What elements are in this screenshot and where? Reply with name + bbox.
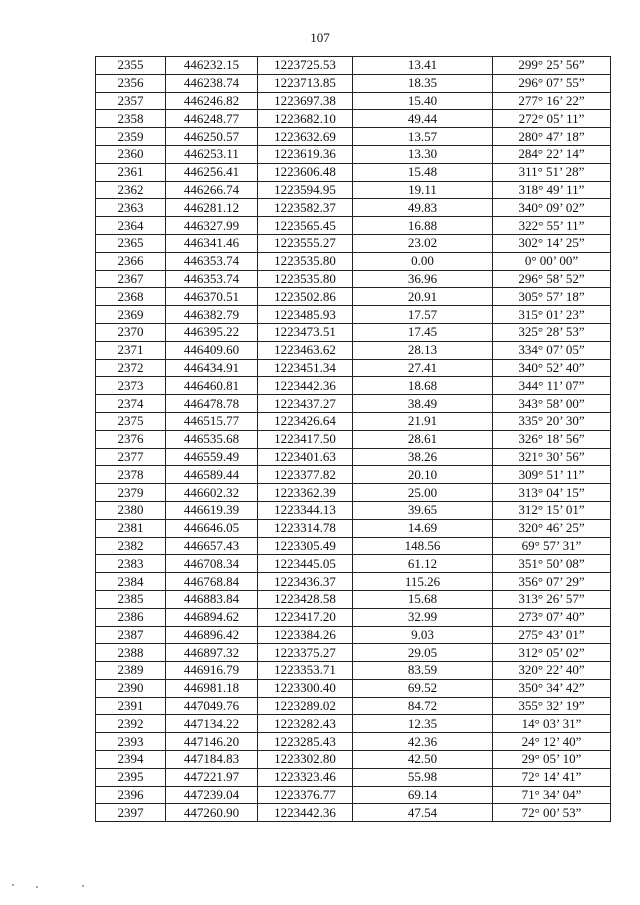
bearing-cell: 309° 51’ 11”: [493, 466, 611, 484]
x-coordinate-cell: 446353.74: [166, 252, 258, 270]
distance-cell: 28.61: [353, 430, 493, 448]
table-row: [96, 412, 611, 430]
survey-coordinates-table: [95, 56, 611, 822]
table-row: [96, 644, 611, 662]
distance-cell: 12.35: [353, 715, 493, 733]
distance-cell: 13.41: [353, 57, 493, 75]
distance-cell: 17.57: [353, 306, 493, 324]
table-row: [96, 323, 611, 341]
y-coordinate-cell: 1223451.34: [258, 359, 353, 377]
table-row: [96, 555, 611, 573]
table-row: [96, 145, 611, 163]
y-coordinate-cell: 1223725.53: [258, 57, 353, 75]
distance-cell: 49.44: [353, 110, 493, 128]
table-row: [96, 128, 611, 146]
bearing-cell: 344° 11’ 07”: [493, 377, 611, 395]
distance-cell: 84.72: [353, 697, 493, 715]
distance-cell: 19.11: [353, 181, 493, 199]
y-coordinate-cell: 1223565.45: [258, 217, 353, 235]
bearing-cell: 312° 05’ 02”: [493, 644, 611, 662]
table-row: [96, 359, 611, 377]
x-coordinate-cell: 446883.84: [166, 590, 258, 608]
x-coordinate-cell: 446256.41: [166, 163, 258, 181]
distance-cell: 20.10: [353, 466, 493, 484]
scan-speck: [36, 886, 38, 888]
distance-cell: 32.99: [353, 608, 493, 626]
point-number-cell: 2360: [96, 145, 166, 163]
y-coordinate-cell: 1223305.49: [258, 537, 353, 555]
point-number-cell: 2369: [96, 306, 166, 324]
y-coordinate-cell: 1223300.40: [258, 679, 353, 697]
table-row: [96, 92, 611, 110]
x-coordinate-cell: 446382.79: [166, 306, 258, 324]
distance-cell: 18.35: [353, 74, 493, 92]
table-row: [96, 501, 611, 519]
point-number-cell: 2357: [96, 92, 166, 110]
x-coordinate-cell: 447184.83: [166, 751, 258, 769]
y-coordinate-cell: 1223314.78: [258, 519, 353, 537]
point-number-cell: 2382: [96, 537, 166, 555]
bearing-cell: 305° 57’ 18”: [493, 288, 611, 306]
x-coordinate-cell: 447221.97: [166, 768, 258, 786]
point-number-cell: 2391: [96, 697, 166, 715]
bearing-cell: 29° 05’ 10”: [493, 751, 611, 769]
point-number-cell: 2383: [96, 555, 166, 573]
table-row: [96, 484, 611, 502]
point-number-cell: 2368: [96, 288, 166, 306]
bearing-cell: 334° 07’ 05”: [493, 341, 611, 359]
x-coordinate-cell: 446768.84: [166, 573, 258, 591]
point-number-cell: 2373: [96, 377, 166, 395]
table-row: [96, 377, 611, 395]
point-number-cell: 2356: [96, 74, 166, 92]
scan-speck: [82, 885, 84, 887]
x-coordinate-cell: 447049.76: [166, 697, 258, 715]
table-row: [96, 679, 611, 697]
y-coordinate-cell: 1223323.46: [258, 768, 353, 786]
point-number-cell: 2389: [96, 662, 166, 680]
table-row: [96, 217, 611, 235]
bearing-cell: 315° 01’ 23”: [493, 306, 611, 324]
distance-cell: 83.59: [353, 662, 493, 680]
x-coordinate-cell: 446460.81: [166, 377, 258, 395]
table-body: [96, 57, 611, 822]
y-coordinate-cell: 1223606.48: [258, 163, 353, 181]
distance-cell: 42.50: [353, 751, 493, 769]
point-number-cell: 2394: [96, 751, 166, 769]
distance-cell: 25.00: [353, 484, 493, 502]
distance-cell: 20.91: [353, 288, 493, 306]
point-number-cell: 2396: [96, 786, 166, 804]
x-coordinate-cell: 446619.39: [166, 501, 258, 519]
point-number-cell: 2366: [96, 252, 166, 270]
y-coordinate-cell: 1223582.37: [258, 199, 353, 217]
x-coordinate-cell: 446589.44: [166, 466, 258, 484]
distance-cell: 39.65: [353, 501, 493, 519]
x-coordinate-cell: 446248.77: [166, 110, 258, 128]
page-number: 107: [310, 30, 330, 45]
table-row: [96, 751, 611, 769]
point-number-cell: 2370: [96, 323, 166, 341]
x-coordinate-cell: 446535.68: [166, 430, 258, 448]
bearing-cell: 272° 05’ 11”: [493, 110, 611, 128]
x-coordinate-cell: 446327.99: [166, 217, 258, 235]
distance-cell: 17.45: [353, 323, 493, 341]
x-coordinate-cell: 447146.20: [166, 733, 258, 751]
bearing-cell: 296° 58’ 52”: [493, 270, 611, 288]
point-number-cell: 2379: [96, 484, 166, 502]
distance-cell: 16.88: [353, 217, 493, 235]
bearing-cell: 296° 07’ 55”: [493, 74, 611, 92]
table-row: [96, 110, 611, 128]
x-coordinate-cell: 446602.32: [166, 484, 258, 502]
distance-cell: 15.68: [353, 590, 493, 608]
bearing-cell: 326° 18’ 56”: [493, 430, 611, 448]
distance-cell: 36.96: [353, 270, 493, 288]
x-coordinate-cell: 446250.57: [166, 128, 258, 146]
x-coordinate-cell: 447260.90: [166, 804, 258, 822]
table-row: [96, 252, 611, 270]
point-number-cell: 2397: [96, 804, 166, 822]
bearing-cell: 356° 07’ 29”: [493, 573, 611, 591]
y-coordinate-cell: 1223442.36: [258, 377, 353, 395]
y-coordinate-cell: 1223376.77: [258, 786, 353, 804]
table-row: [96, 466, 611, 484]
point-number-cell: 2371: [96, 341, 166, 359]
bearing-cell: 322° 55’ 11”: [493, 217, 611, 235]
bearing-cell: 280° 47’ 18”: [493, 128, 611, 146]
table-row: [96, 395, 611, 413]
x-coordinate-cell: 446232.15: [166, 57, 258, 75]
y-coordinate-cell: 1223713.85: [258, 74, 353, 92]
bearing-cell: 299° 25’ 56”: [493, 57, 611, 75]
x-coordinate-cell: 446897.32: [166, 644, 258, 662]
y-coordinate-cell: 1223463.62: [258, 341, 353, 359]
distance-cell: 28.13: [353, 341, 493, 359]
point-number-cell: 2365: [96, 234, 166, 252]
y-coordinate-cell: 1223473.51: [258, 323, 353, 341]
y-coordinate-cell: 1223362.39: [258, 484, 353, 502]
y-coordinate-cell: 1223535.80: [258, 270, 353, 288]
x-coordinate-cell: 446657.43: [166, 537, 258, 555]
y-coordinate-cell: 1223442.36: [258, 804, 353, 822]
x-coordinate-cell: 446353.74: [166, 270, 258, 288]
y-coordinate-cell: 1223285.43: [258, 733, 353, 751]
y-coordinate-cell: 1223437.27: [258, 395, 353, 413]
bearing-cell: 343° 58’ 00”: [493, 395, 611, 413]
y-coordinate-cell: 1223384.26: [258, 626, 353, 644]
bearing-cell: 72° 14’ 41”: [493, 768, 611, 786]
x-coordinate-cell: 446281.12: [166, 199, 258, 217]
bearing-cell: 313° 04’ 15”: [493, 484, 611, 502]
table-row: [96, 448, 611, 466]
y-coordinate-cell: 1223428.58: [258, 590, 353, 608]
table-row: [96, 733, 611, 751]
y-coordinate-cell: 1223632.69: [258, 128, 353, 146]
bearing-cell: 318° 49’ 11”: [493, 181, 611, 199]
x-coordinate-cell: 446478.78: [166, 395, 258, 413]
distance-cell: 15.40: [353, 92, 493, 110]
distance-cell: 115.26: [353, 573, 493, 591]
bearing-cell: 277° 16’ 22”: [493, 92, 611, 110]
x-coordinate-cell: 446238.74: [166, 74, 258, 92]
distance-cell: 13.30: [353, 145, 493, 163]
table-row: [96, 590, 611, 608]
bearing-cell: 320° 46’ 25”: [493, 519, 611, 537]
point-number-cell: 2380: [96, 501, 166, 519]
bearing-cell: 302° 14’ 25”: [493, 234, 611, 252]
x-coordinate-cell: 446246.82: [166, 92, 258, 110]
y-coordinate-cell: 1223682.10: [258, 110, 353, 128]
distance-cell: 69.52: [353, 679, 493, 697]
x-coordinate-cell: 446434.91: [166, 359, 258, 377]
point-number-cell: 2385: [96, 590, 166, 608]
y-coordinate-cell: 1223555.27: [258, 234, 353, 252]
x-coordinate-cell: 446894.62: [166, 608, 258, 626]
x-coordinate-cell: 446266.74: [166, 181, 258, 199]
x-coordinate-cell: 447239.04: [166, 786, 258, 804]
x-coordinate-cell: 446708.34: [166, 555, 258, 573]
table-row: [96, 163, 611, 181]
table-row: [96, 181, 611, 199]
bearing-cell: 275° 43’ 01”: [493, 626, 611, 644]
table-row: [96, 199, 611, 217]
distance-cell: 14.69: [353, 519, 493, 537]
y-coordinate-cell: 1223594.95: [258, 181, 353, 199]
point-number-cell: 2381: [96, 519, 166, 537]
distance-cell: 9.03: [353, 626, 493, 644]
bearing-cell: 311° 51’ 28”: [493, 163, 611, 181]
distance-cell: 27.41: [353, 359, 493, 377]
distance-cell: 29.05: [353, 644, 493, 662]
distance-cell: 13.57: [353, 128, 493, 146]
y-coordinate-cell: 1223619.36: [258, 145, 353, 163]
distance-cell: 18.68: [353, 377, 493, 395]
point-number-cell: 2388: [96, 644, 166, 662]
point-number-cell: 2362: [96, 181, 166, 199]
bearing-cell: 340° 52’ 40”: [493, 359, 611, 377]
y-coordinate-cell: 1223535.80: [258, 252, 353, 270]
point-number-cell: 2359: [96, 128, 166, 146]
table-row: [96, 626, 611, 644]
y-coordinate-cell: 1223302.80: [258, 751, 353, 769]
table-row: [96, 74, 611, 92]
distance-cell: 38.49: [353, 395, 493, 413]
table-row: [96, 715, 611, 733]
x-coordinate-cell: 446370.51: [166, 288, 258, 306]
bearing-cell: 14° 03’ 31”: [493, 715, 611, 733]
bearing-cell: 335° 20’ 30”: [493, 412, 611, 430]
table-row: [96, 768, 611, 786]
distance-cell: 15.48: [353, 163, 493, 181]
x-coordinate-cell: 446341.46: [166, 234, 258, 252]
table-row: [96, 430, 611, 448]
point-number-cell: 2361: [96, 163, 166, 181]
bearing-cell: 313° 26’ 57”: [493, 590, 611, 608]
point-number-cell: 2358: [96, 110, 166, 128]
x-coordinate-cell: 446253.11: [166, 145, 258, 163]
bearing-cell: 24° 12’ 40”: [493, 733, 611, 751]
table-row: [96, 234, 611, 252]
x-coordinate-cell: 446916.79: [166, 662, 258, 680]
table-row: [96, 288, 611, 306]
distance-cell: 38.26: [353, 448, 493, 466]
distance-cell: 69.14: [353, 786, 493, 804]
table-row: [96, 608, 611, 626]
table-row: [96, 306, 611, 324]
point-number-cell: 2374: [96, 395, 166, 413]
bearing-cell: 350° 34’ 42”: [493, 679, 611, 697]
scan-speck: [12, 884, 14, 886]
point-number-cell: 2378: [96, 466, 166, 484]
point-number-cell: 2386: [96, 608, 166, 626]
point-number-cell: 2392: [96, 715, 166, 733]
point-number-cell: 2367: [96, 270, 166, 288]
distance-cell: 21.91: [353, 412, 493, 430]
y-coordinate-cell: 1223401.63: [258, 448, 353, 466]
x-coordinate-cell: 446559.49: [166, 448, 258, 466]
distance-cell: 0.00: [353, 252, 493, 270]
table-row: [96, 804, 611, 822]
y-coordinate-cell: 1223353.71: [258, 662, 353, 680]
distance-cell: 55.98: [353, 768, 493, 786]
y-coordinate-cell: 1223377.82: [258, 466, 353, 484]
x-coordinate-cell: 446515.77: [166, 412, 258, 430]
y-coordinate-cell: 1223417.50: [258, 430, 353, 448]
point-number-cell: 2376: [96, 430, 166, 448]
table-row: [96, 786, 611, 804]
bearing-cell: 340° 09’ 02”: [493, 199, 611, 217]
point-number-cell: 2377: [96, 448, 166, 466]
y-coordinate-cell: 1223426.64: [258, 412, 353, 430]
distance-cell: 61.12: [353, 555, 493, 573]
x-coordinate-cell: 446409.60: [166, 341, 258, 359]
table-row: [96, 519, 611, 537]
distance-cell: 42.36: [353, 733, 493, 751]
y-coordinate-cell: 1223344.13: [258, 501, 353, 519]
bearing-cell: 312° 15’ 01”: [493, 501, 611, 519]
point-number-cell: 2395: [96, 768, 166, 786]
distance-cell: 148.56: [353, 537, 493, 555]
distance-cell: 23.02: [353, 234, 493, 252]
bearing-cell: 71° 34’ 04”: [493, 786, 611, 804]
y-coordinate-cell: 1223485.93: [258, 306, 353, 324]
table-row: [96, 341, 611, 359]
table-row: [96, 697, 611, 715]
bearing-cell: 284° 22’ 14”: [493, 145, 611, 163]
y-coordinate-cell: 1223436.37: [258, 573, 353, 591]
y-coordinate-cell: 1223289.02: [258, 697, 353, 715]
distance-cell: 49.83: [353, 199, 493, 217]
bearing-cell: 355° 32’ 19”: [493, 697, 611, 715]
bearing-cell: 325° 28’ 53”: [493, 323, 611, 341]
point-number-cell: 2364: [96, 217, 166, 235]
y-coordinate-cell: 1223697.38: [258, 92, 353, 110]
point-number-cell: 2375: [96, 412, 166, 430]
point-number-cell: 2363: [96, 199, 166, 217]
table-row: [96, 662, 611, 680]
table-row: [96, 270, 611, 288]
bearing-cell: 320° 22’ 40”: [493, 662, 611, 680]
bearing-cell: 273° 07’ 40”: [493, 608, 611, 626]
x-coordinate-cell: 446646.05: [166, 519, 258, 537]
distance-cell: 47.54: [353, 804, 493, 822]
table-row: [96, 573, 611, 591]
bearing-cell: 0° 00’ 00”: [493, 252, 611, 270]
x-coordinate-cell: 447134.22: [166, 715, 258, 733]
bearing-cell: 351° 50’ 08”: [493, 555, 611, 573]
y-coordinate-cell: 1223375.27: [258, 644, 353, 662]
point-number-cell: 2355: [96, 57, 166, 75]
x-coordinate-cell: 446981.18: [166, 679, 258, 697]
point-number-cell: 2387: [96, 626, 166, 644]
y-coordinate-cell: 1223502.86: [258, 288, 353, 306]
point-number-cell: 2390: [96, 679, 166, 697]
y-coordinate-cell: 1223282.43: [258, 715, 353, 733]
y-coordinate-cell: 1223417.20: [258, 608, 353, 626]
y-coordinate-cell: 1223445.05: [258, 555, 353, 573]
point-number-cell: 2384: [96, 573, 166, 591]
table-row: [96, 537, 611, 555]
bearing-cell: 321° 30’ 56”: [493, 448, 611, 466]
bearing-cell: 72° 00’ 53”: [493, 804, 611, 822]
bearing-cell: 69° 57’ 31”: [493, 537, 611, 555]
table-row: [96, 57, 611, 75]
point-number-cell: 2393: [96, 733, 166, 751]
x-coordinate-cell: 446395.22: [166, 323, 258, 341]
x-coordinate-cell: 446896.42: [166, 626, 258, 644]
point-number-cell: 2372: [96, 359, 166, 377]
